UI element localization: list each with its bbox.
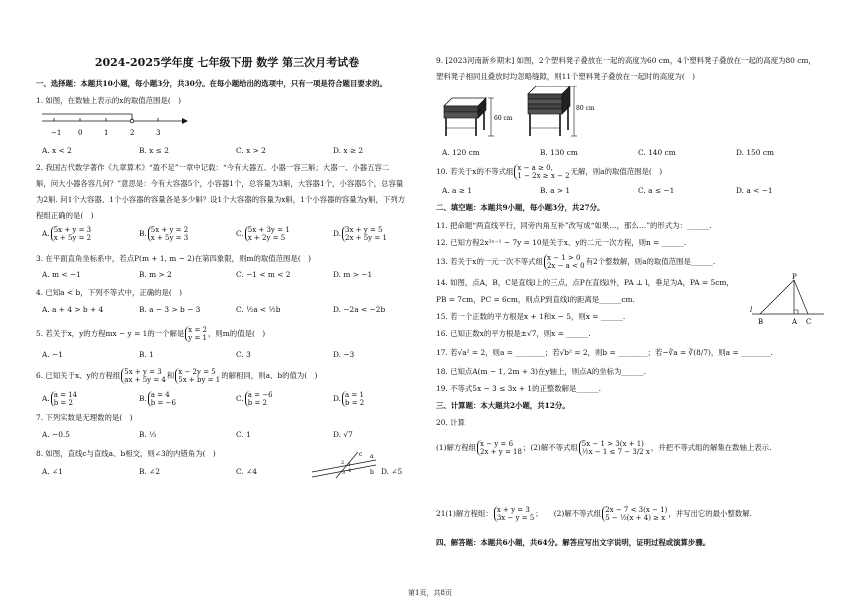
q2-option-a	[42, 226, 92, 242]
eq1: 5x + y = 3	[124, 368, 162, 376]
q7-option-d: D. √7	[333, 430, 353, 439]
q6-option-c-system	[245, 391, 273, 407]
q21-part1-system	[494, 506, 534, 522]
q9-option-a: A. 120 cm	[442, 148, 480, 157]
q10-text	[436, 164, 662, 180]
q14-fig-label: B	[758, 318, 764, 326]
q4-option-d: D. −2a < −2b	[333, 305, 386, 314]
section3-heading: 三、计算题：本大题共2小题，共12分。	[436, 401, 570, 410]
eq2: b = 2	[247, 399, 267, 407]
q3-text: 3. 在平面直角坐标系中，若点P(m + 1, m − 2)在第四象限，则m的取值范围是( )	[36, 254, 311, 263]
eq1: 5x + 3y = 1	[247, 226, 290, 234]
q8-option-b: B. ∠2	[139, 467, 161, 476]
q13-text	[436, 254, 715, 270]
q7-option-a: A. −0.5	[42, 430, 70, 439]
q8-fig-label: c	[359, 451, 363, 458]
q2-option-b-label: B.	[139, 229, 147, 238]
q6-system-1	[121, 368, 166, 384]
q8-fig-label: a	[370, 453, 374, 460]
q14-text-line1: 14. 如图，点A，B，C是直线l上的三点，点P在直线l外，PA ⊥ l，垂足为A，PA = 5cm，	[436, 278, 734, 287]
q8-fig-label: b	[370, 469, 374, 476]
page-footer: 第1页，共8页	[408, 589, 452, 597]
eq1: a = 1	[345, 391, 364, 399]
q1-option-d: D. x ≥ 2	[333, 146, 364, 155]
q8-figure	[308, 450, 380, 480]
q20-part1-label: (1)解方程组	[436, 443, 477, 452]
eq2: x + 5y = 2	[53, 234, 92, 242]
q4-text: 4. 已知a < b，下列不等式中，正确的是( )	[36, 288, 183, 297]
eq2: x + 5y = 3	[150, 234, 189, 242]
eq2: b = 2	[345, 399, 365, 407]
eq2: 3x − y = 5	[496, 514, 535, 522]
q4-option-b: B. a − 3 > b − 3	[139, 305, 201, 314]
q9-height-label-1: 60 cm	[494, 115, 513, 122]
q2-option-d-system	[342, 226, 387, 242]
q6-system-2	[175, 368, 220, 384]
q9-option-d: D. 150 cm	[736, 148, 774, 157]
q14-fig-label: P	[792, 273, 797, 281]
q2-option-d-label: D.	[333, 229, 342, 238]
q21-part1-label: 21(1)解方程组：	[436, 509, 493, 518]
q3-option-d: D. m > −1	[333, 270, 373, 279]
eq2: ax + 5y = 4	[124, 376, 166, 384]
q14-fig-label: l	[750, 306, 753, 314]
q4-option-c: C. ½a < ½b	[236, 305, 281, 314]
q9-option-b: B. 130 cm	[540, 148, 578, 157]
q3-option-a: A. m < −1	[42, 270, 81, 279]
q6-option-a-system	[51, 391, 77, 407]
q5-text	[36, 326, 265, 342]
q9-text-line1: 9. [2023河南新乡期末] 如图，2个塑料凳子叠放在一起的高度为60 cm，4个塑料凳子叠放在一起的高度为80 cm，	[436, 56, 816, 65]
q20-part2-system	[579, 440, 650, 456]
eq1: a = −6	[247, 391, 273, 399]
q2-text-line4: 程组正确的是( )	[36, 211, 94, 220]
q1-ticks	[54, 118, 158, 121]
q6-option-a	[42, 391, 78, 407]
q6-option-c-label: C.	[236, 394, 244, 403]
q14-text-line2: PB = 7cm，PC = 6cm，则点P到直线l的距离是______cm.	[436, 295, 635, 304]
q18-text: 18. 已知点A(m − 1, 2m + 3)在y轴上，则点A的坐标为______.	[436, 367, 646, 376]
eq2: 5 − ½(x + 4) ≥ x	[605, 514, 666, 522]
q6-option-d-label: D.	[333, 394, 342, 403]
q5-option-d: D. −3	[333, 350, 355, 359]
q2-text-line3: 为2斛. 问1个大容器、1个小容器的容量各是多少斛？设1个大容器的容量为x斛，1个小容器的容量为y斛，下列方	[36, 195, 406, 204]
eq2: 2x + y = 18	[480, 448, 522, 456]
q13-text-b: 有2个整数解，则a的取值范围是______.	[585, 257, 716, 266]
eq1: a = 4	[150, 391, 170, 399]
eq2: x + 2y = 5	[247, 234, 286, 242]
q5-system	[185, 326, 207, 342]
q7-text: 7. 下列实数是无理数的是( )	[36, 413, 133, 422]
q6-option-d-system	[342, 391, 364, 407]
eq2: ½x − 1 ≤ 7 − 3/2 x	[581, 448, 650, 456]
eq1: 5x − 1 > 3(x + 1)	[581, 440, 644, 448]
q2-option-c-label: C.	[236, 229, 244, 238]
section4-heading: 四、解答题：本题共6小题，共64分。解答应写出文字说明，证明过程或演算步骤。	[436, 538, 711, 547]
q1-option-a: A. x < 2	[42, 146, 72, 155]
q12-text: 12. 已知方程2x²ⁿ⁻¹ − 7y = 10是关于x、y的二元一次方程，则n = ______.	[436, 238, 687, 247]
q4-option-a: A. a + 4 > b + 4	[42, 305, 104, 314]
q9-stools-figure	[436, 86, 596, 144]
q19-text: 19. 不等式5x − 3 ≤ 3x + 1的正整数解是______.	[436, 384, 601, 393]
q1-option-b: B. x ≤ 2	[139, 146, 169, 155]
q14-fig-label: C	[806, 318, 812, 326]
q20-part2-label: ；(2)解不等式组	[522, 443, 578, 452]
q15-text: 15. 若一个正数的平方根是x + 1和x − 5，则x = ______.	[436, 312, 626, 321]
q1-tick-label: −1	[51, 129, 62, 137]
q7-option-b: B. ⅓	[139, 430, 157, 439]
q8-fig-label: 2	[341, 460, 345, 466]
q13-system	[544, 254, 585, 270]
eq1: a = 14	[53, 391, 78, 399]
eq1: x + y = 3	[496, 506, 530, 514]
eq2: 5x + by = 1	[178, 376, 221, 384]
q6-text	[36, 368, 317, 384]
eq2: b = 2	[53, 399, 73, 407]
q2-option-c-system	[245, 226, 290, 242]
q21-part2-tail: ，并写出它的最小整数解.	[668, 509, 752, 518]
q2-option-c	[236, 226, 291, 242]
q21-part2-system	[602, 506, 667, 522]
eq2: 2x + 5y = 1	[345, 234, 387, 242]
q5-text-a: 5. 若关于x，y的方程mx − y = 1的一个解是	[36, 329, 185, 338]
q1-option-c: C. x > 2	[236, 146, 266, 155]
section2-heading: 二、填空题：本题共9小题，每小题3分，共27分。	[436, 203, 605, 212]
q20-part1-system	[477, 440, 522, 456]
q6-option-d	[333, 391, 365, 407]
q20-text: 20. 计算	[436, 418, 465, 427]
q11-text: 11. 把命题“两直线平行，同旁内角互补”改写成“如果…，那么…”的形式为：______.	[436, 221, 712, 230]
q2-text-line2: 斛，问大小器各容几何？”意思是：今有大容器5个，小容器1个，总容量为3斛，大容器1个，小容器5个，总容量	[36, 179, 404, 188]
q2-option-d	[333, 226, 388, 242]
q9-option-c: C. 140 cm	[638, 148, 676, 157]
q10-option-b: B. a > 1	[540, 186, 571, 195]
q14-figure	[750, 272, 826, 330]
q2-option-b-system	[148, 226, 188, 242]
q8-option-d: D. ∠5	[381, 467, 403, 476]
q21-parts	[436, 506, 752, 522]
q10-option-c: C. a ≤ −1	[638, 186, 675, 195]
q17-text: 17. 若√a² = 2，则a = ________；若√b² = 2，则b = ________；若−∛a = ∛(8/7)，则a = ________.	[436, 348, 773, 357]
q6-option-a-label: A.	[42, 394, 50, 403]
q9-text-line2: 塑料凳子相同且叠放时均忽略缝隙，则11个塑料凳子叠放在一起时的高度为( )	[436, 72, 696, 81]
eq1: 5x + y = 3	[53, 226, 92, 234]
q21-part2-label: ； (2)解不等式组	[535, 509, 602, 518]
exam-title: 2024-2025学年度 七年级下册 数学 第三次月考试卷	[94, 56, 360, 69]
q6-text-a: 6. 已知关于x、y的方程组	[36, 371, 121, 380]
q8-fig-label: 1	[348, 462, 352, 468]
q1-number-line	[42, 110, 192, 140]
eq1: 3x + y = 5	[345, 226, 383, 234]
q5-option-a: A. −1	[42, 350, 63, 359]
q6-option-c	[236, 391, 274, 407]
eq1: x = 2	[188, 326, 207, 334]
eq2: y = 1	[188, 334, 208, 342]
q9-height-label-2: 80 cm	[576, 105, 595, 112]
q8-option-a: A. ∠1	[42, 467, 63, 476]
q8-option-c: C. ∠4	[236, 467, 257, 476]
q1-tick-label: 3	[156, 129, 161, 137]
q3-option-c: C. −1 < m < 2	[236, 270, 291, 279]
q6-text-b: 的解相同，则a、b的值为( )	[221, 371, 318, 380]
q10-option-d: D. a < −1	[736, 186, 773, 195]
q20-parts	[436, 440, 771, 456]
q2-option-a-system	[51, 226, 91, 242]
q16-text: 16. 已知正数x的平方根是±√7，则x = ______.	[436, 329, 591, 338]
q8-fig-label: 4	[348, 468, 352, 474]
q3-option-b: B. m > 2	[139, 270, 172, 279]
q1-open-circle	[130, 119, 134, 123]
q8-text: 8. 如图，直线c与直线a、b相交，则∠3的内错角为( )	[36, 449, 216, 458]
q6-option-b	[139, 391, 177, 407]
q8-fig-label: 3	[342, 470, 346, 476]
q5-text-b: ，则m的值是( )	[208, 329, 266, 338]
q1-text: 1. 如图，在数轴上表示的x的取值范围是( )	[36, 96, 181, 105]
q2-option-a-label: A.	[42, 229, 50, 238]
section1-heading: 一、选择题：本题共10小题，每小题3分，共30分。在每小题给出的选项中，只有一项是符合题目要求的。	[36, 79, 387, 88]
q10-text-a: 10. 若关于x的不等式组	[436, 167, 514, 176]
q6-option-b-system	[148, 391, 176, 407]
eq1: x − 2y = 5	[178, 368, 216, 376]
q5-option-c: C. 3	[236, 350, 251, 359]
eq1: x − 1 > 0	[546, 254, 581, 262]
q10-system	[514, 164, 569, 180]
q20-part2-tail: ，并把不等式组的解集在数轴上表示.	[650, 443, 772, 452]
q2-option-b	[139, 226, 189, 242]
q7-option-c: C. 1	[236, 430, 251, 439]
eq2: 1 − 2x ≥ x − 2	[517, 172, 570, 180]
q1-tick-label: 2	[130, 129, 135, 137]
q6-option-b-label: B.	[139, 394, 147, 403]
q6-text-mid: 和	[166, 371, 175, 380]
eq2: 2x − a < 0	[546, 262, 585, 270]
q10-text-b: 无解，则a的取值范围是( )	[570, 167, 663, 176]
q13-text-a: 13. 若关于x的一元一次不等式组	[436, 257, 543, 266]
q10-option-a: A. a ≥ 1	[442, 186, 473, 195]
eq1: x − y = 6	[480, 440, 514, 448]
eq1: 5x + y = 2	[150, 226, 189, 234]
q2-text-line1: 2. 我国古代数学著作《九章算术》“盈不足”一章中记载：“今有大器五、小器一容三斛；大器一、小器五容二	[36, 163, 390, 172]
q1-tick-label: 0	[78, 129, 83, 137]
eq1: x − a ≥ 0,	[517, 164, 553, 172]
q14-fig-label: A	[792, 318, 798, 326]
eq2: b = −6	[150, 399, 176, 407]
q1-tick-label: 1	[104, 129, 109, 137]
q5-option-b: B. 1	[139, 350, 154, 359]
eq1: 2x − 7 < 3(x − 1)	[605, 506, 668, 514]
